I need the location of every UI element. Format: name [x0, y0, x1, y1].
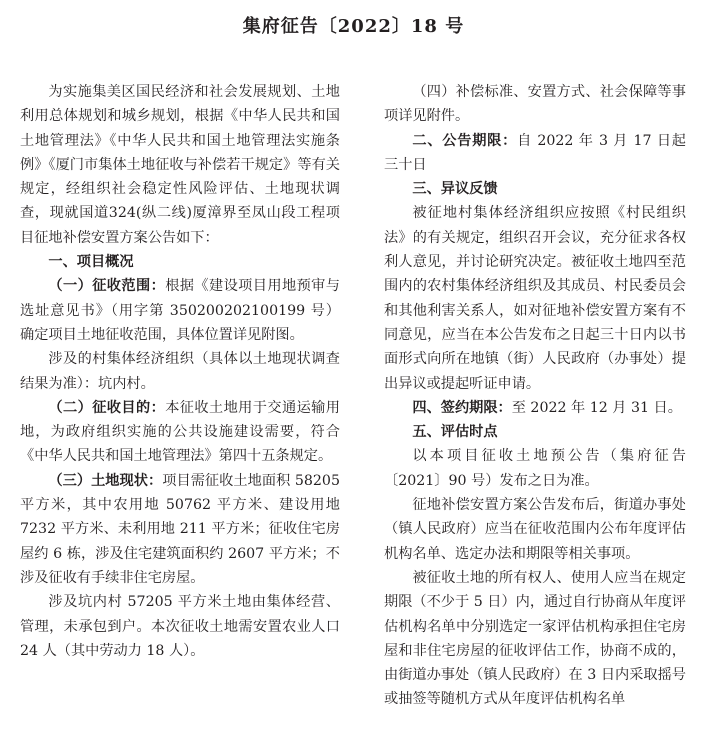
land-status-label: （三）土地现状：: [48, 472, 163, 489]
paragraph-village: 涉及的村集体经济组织（具体以土地现状调查结果为准）：坑内村。: [20, 351, 340, 392]
paragraph-purpose: [20, 396, 340, 469]
notice-period-label: 二、公告期限：: [412, 132, 518, 149]
right-column: [384, 80, 686, 712]
paragraph-objection: 被征地村集体经济组织应按照《村民组织法》的有关规定，组织召开会议，充分征求各权利人意见，并讨论研究决定。被征收土地四至范围内的农村集体经济组织及其成员、村民委员会和其他利害关系人，如对征地补偿安置方案有不同意见，应当在本公告发布之日起三十日内以书面形式向所在地镇（街）人民政府（办事处）提出异议或提起听证申请。: [384, 205, 686, 392]
paragraph-scope: [20, 274, 340, 347]
scope-text: 根据《建设项目用地预审与选址意见书》（用字第 350200202100199 号）确定项目土地征收范围，具体位置详见附图。: [20, 278, 340, 343]
section-heading-valuation-date: 五、评估时点: [412, 424, 498, 441]
left-column: [20, 80, 340, 663]
intro-paragraph: 为实施集美区国民经济和社会发展规划、土地利用总体规划和城乡规划，根据《中华人民共和国土地管理法》《中华人民共和国土地管理法实施条例》《厦门市集体土地征收与补偿若干规定》等有关规定，经组织社会稳定性风险评估、土地现状调查，现就国道324(纵二线)厦漳界至凤山段工程项目征地补偿安置方案公告如下：: [20, 84, 340, 246]
land-status-text: 项目需征收土地面积 58205 平方米，其中农用地 50762 平方米、建设用地 7232 平方米、未利用地 211 平方米；征收住宅房屋约 6 栋，涉及住宅建筑面积约 2607 平方米；不涉及征收有手续非住宅房屋。: [20, 472, 340, 586]
section-heading-project-overview: 一、项目概况: [48, 254, 134, 271]
signing-period-text: 至 2022 年 12 月 31 日。: [511, 399, 682, 416]
section-heading-objection: 三、异议反馈: [412, 181, 498, 198]
paragraph-signing-period: [384, 396, 686, 420]
paragraph-notice-period: [384, 129, 686, 178]
paragraph-valuation-date: 以本项目征收土地预公告（集府征告〔2021〕90 号）发布之日为准。: [384, 448, 686, 489]
paragraph-agency-list: 征地补偿安置方案公告发布后，街道办事处（镇人民政府）应当在征收范围内公布年度评估机构名单、选定办法和期限等相关事项。: [384, 497, 686, 562]
purpose-label: （二）征收目的：: [48, 399, 166, 416]
signing-period-label: 四、签约期限：: [412, 399, 512, 416]
scope-label: （一）征收范围：: [48, 278, 166, 295]
paragraph-land-status: [20, 469, 340, 590]
paragraph-compensation: （四）补偿标准、安置方式、社会保障等事项详见附件。: [384, 84, 686, 125]
notice-period-text: 自 2022 年 3 月 17 日起三十日: [384, 132, 686, 173]
paragraph-collective: 涉及坑内村 57205 平方米土地由集体经营、管理，未承包到户。本次征收土地需安置农业人口 24 人（其中劳动力 18 人）。: [20, 594, 340, 659]
purpose-text: 本征收土地用于交通运输用地，为政府组织实施的公共设施建设需要，符合《中华人民共和国土地管理法》第四十五条规定。: [20, 399, 340, 465]
paragraph-agency-selection: 被征收土地的所有权人、使用人应当在规定期限（不少于 5 日）内，通过自行协商从年度评估机构名单中分别选定一家评估机构承担住宅房屋和非住宅房屋的征收评估工作，协商不成的，由街道办事处（镇人民政府）在 3 日内采取摇号或抽签等随机方式从年度评估机构名单: [384, 569, 686, 708]
document-title: 集府征告〔2022〕18 号: [242, 16, 465, 37]
